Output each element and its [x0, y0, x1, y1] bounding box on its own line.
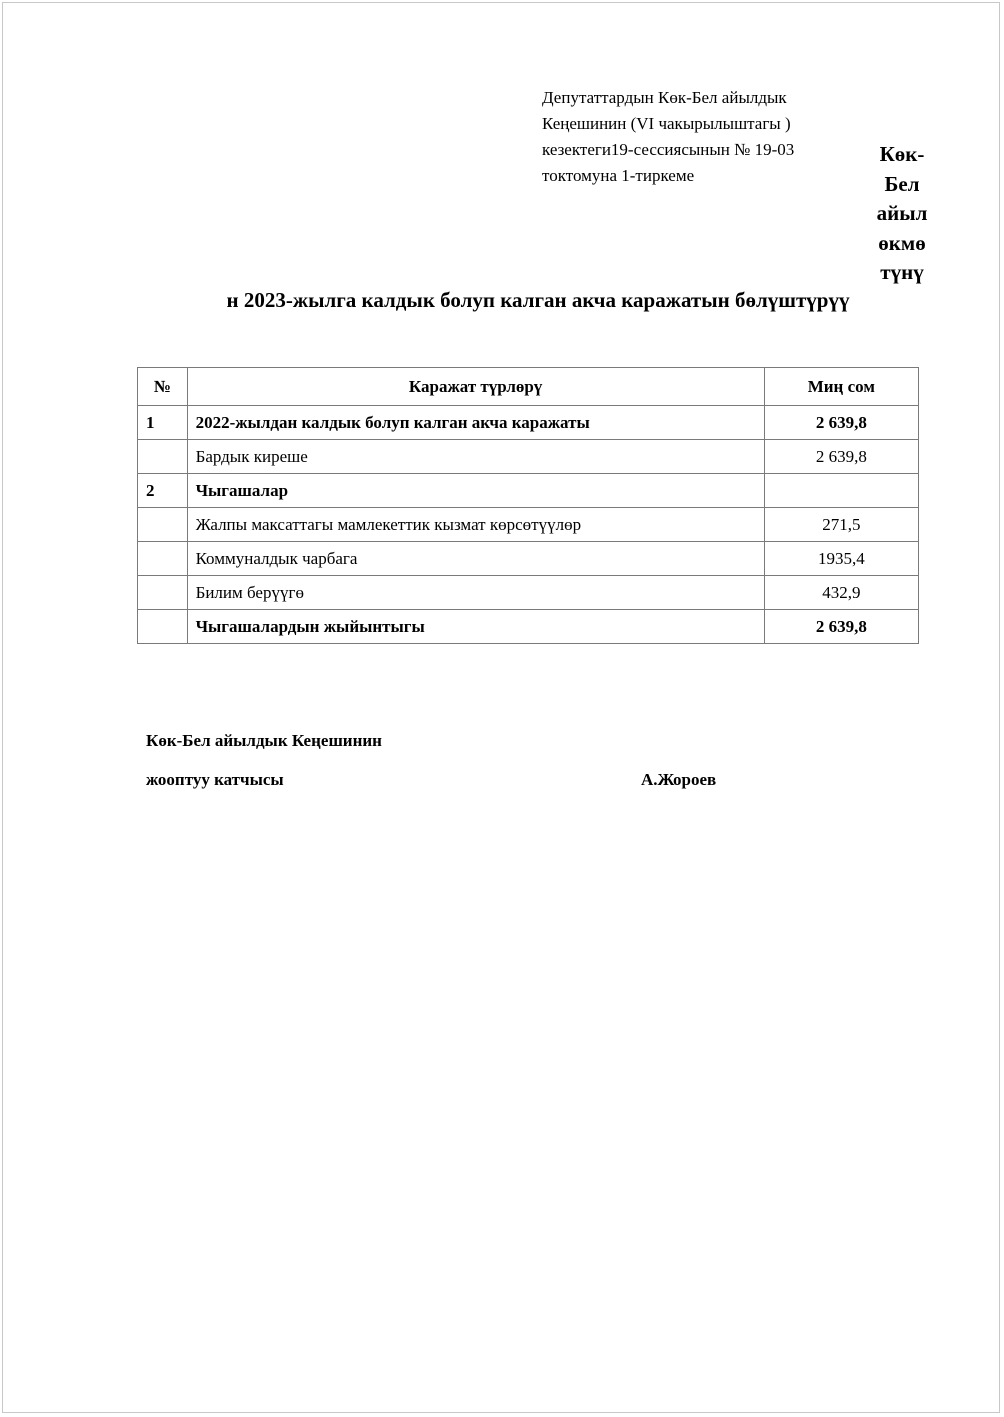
- row-amount: 432,9: [764, 576, 918, 610]
- document-page: [2, 2, 1000, 1413]
- title-fragment-line: түнү: [880, 260, 924, 284]
- title-fragment-line: Көк-: [879, 142, 925, 166]
- row-number: [138, 610, 188, 644]
- row-number: [138, 576, 188, 610]
- title-fragment-line: өкмө: [878, 230, 926, 255]
- row-number: [138, 440, 188, 474]
- row-amount: 2 639,8: [764, 440, 918, 474]
- table-row: [138, 576, 919, 610]
- table-row: [138, 508, 919, 542]
- row-amount: 271,5: [764, 508, 918, 542]
- row-amount: 2 639,8: [764, 610, 918, 644]
- signatory-name: А.Жороев: [641, 770, 717, 789]
- row-type: Коммуналдык чарбага: [187, 542, 764, 576]
- row-type: Жалпы максаттагы мамлекеттик кызмат көрсөтүүлөр: [187, 508, 764, 542]
- row-type: Билим берүүгө: [187, 576, 764, 610]
- signatory-position: жооптуу катчысы: [146, 770, 284, 789]
- row-number: 2: [138, 474, 188, 508]
- header-type: Каражат түрлөрү: [187, 368, 764, 406]
- header-amount: Миң сом: [764, 368, 918, 406]
- title-fragment-line: Бел: [884, 171, 920, 196]
- annex-note-line: кезектеги19-сессиясынын № 19-03: [542, 140, 795, 159]
- table-row: [138, 440, 919, 474]
- table-row: [138, 542, 919, 576]
- row-number: [138, 508, 188, 542]
- row-amount: 2 639,8: [764, 406, 918, 440]
- row-type: Бардык киреше: [187, 440, 764, 474]
- annex-note-line: Депутаттардын Көк-Бел айылдык: [542, 88, 787, 107]
- row-amount: 1935,4: [764, 542, 918, 576]
- annex-note: [542, 85, 862, 189]
- title-fragment: [871, 140, 933, 288]
- header-number: №: [138, 368, 188, 406]
- row-amount: [764, 474, 918, 508]
- row-type: Чыгашалардын жыйынтыгы: [187, 610, 764, 644]
- document-title: н 2023-жылга калдык болуп калган акча каражатын бөлүштүрүү: [226, 288, 850, 312]
- row-type: Чыгашалар: [187, 474, 764, 508]
- title-fragment-line: айыл: [876, 201, 928, 225]
- annex-note-line: Кеңешинин (VI чакырылыштагы ): [542, 114, 791, 133]
- table-header-row: [138, 368, 919, 406]
- table-row: [138, 474, 919, 508]
- annex-note-line: токтомуна 1-тиркеме: [542, 166, 695, 185]
- signatory-council: Көк-Бел айылдык Кеңешинин: [146, 731, 382, 750]
- row-type: 2022-жылдан калдык болуп калган акча каражаты: [187, 406, 764, 440]
- budget-table: [137, 367, 919, 644]
- table-row: [138, 406, 919, 440]
- table-body: [138, 406, 919, 644]
- row-number: 1: [138, 406, 188, 440]
- row-number: [138, 542, 188, 576]
- table-row: [138, 610, 919, 644]
